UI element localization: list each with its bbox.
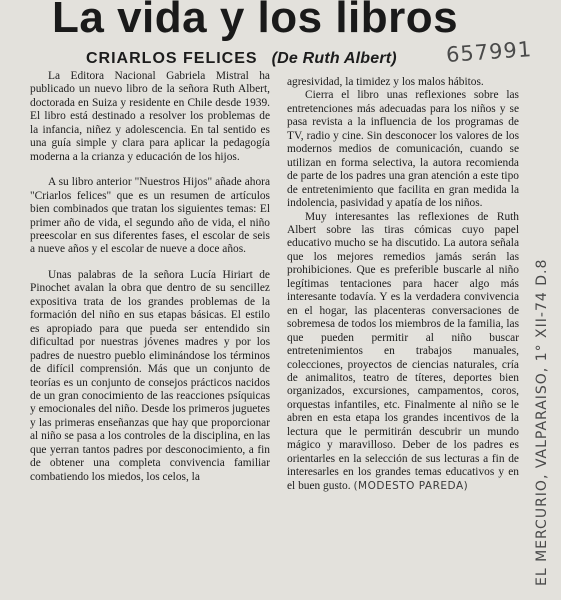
paragraph: Unas palabras de la señora Lucía Hiriart de Pinochet avalan la obra que dentro de su sencillez expositiva trata de los grandes problemas de la formación del niño en sus etapas básicas. El estilo es apropiado para que pueda ser entendido sin dificultad por nuestras jóvenes madres y por los padres de nuestro pueblo eliminándose los términos de difícil comprensión. Más que un conjunto de teorías es un conjunto de consejos prácticos nacidos de un gran conocimiento de las reacciones psíquicas y emocionales del niño. Desde los primeros juguetes y las primeras enseñanzas que hay que proporcionar al niño se pasa a los controles de la disciplina, en las que yerran tantos padres por desconocimiento, a fin de obtener una completa convivencia familiar combatiendo los miedos, los celos, la: [30, 268, 270, 483]
paragraph: agresividad, la timidez y los malos hábitos.: [287, 76, 484, 88]
paragraph: [287, 211, 519, 494]
paragraph: Cierra el libro unas reflexiones sobre las entretenciones más adecuadas para los niños y se pasa revista a la influencia de los programas de TV, radio y cine. Sin desconocer los valores de los modernos medios de comunicación, cuando se utilizan en forma selectiva, la autora recomienda de parte de los padres una gran atención a este tipo de entretenimiento que facilita en gran medida la indolencia, pasividad y apatía de los niños.: [287, 89, 519, 210]
right-column: [287, 76, 519, 493]
paragraph: La Editora Nacional Gabriela Mistral ha publicado un nuevo libro de la señora Ruth Albert, doctorada en Suiza y residente en Chile desde 1939. El libro está destinado a resolver los problemas de la infancia, niñez y adolescencia. En tal sentido es una guía simple y clara para aplicar la pedagogía moderna a la crianza y educación de los hijos.: [30, 70, 270, 163]
handwritten-number: 657991: [445, 37, 533, 67]
handwritten-signature: (MODESTO PAREDA): [353, 479, 469, 492]
article-title: CRIARLOS FELICES: [86, 50, 258, 67]
paragraph-text: Muy interesantes las reflexiones de Ruth Albert sobre las tiras cómicas cuyo papel educativo mucho se ha discutido. La autora señala que los mejores remedios jamás serán las prohibiciones. Que es preferible buscarle al niño legítimas tentaciones para hacer algo más interesante todavía. Y es la verdadera convivencia en el hogar, las placenteras conversaciones de sobremesa de todos los miembros de la familia, las que pueden permitir al niño buscar entretenimientos en trabajos manuales, colecciones, proyectos de ciencias naturales, cría de animalitos, teatro de títeres, deportes bien organizados, excursiones, campamentos, coros, orquestas infantiles, etc. Finalmente al niño se le abren en esta etapa los grandes incentivos de la lectura que le permitirán descubrir un mundo mágico y maravilloso. Deber de los padres es orientarles en la selección de sus lecturas a fin de interesarles en los grandes temas educativos y en el buen gusto.: [287, 210, 519, 492]
paragraph: A su libro anterior "Nuestros Hijos" añade ahora "Criarlos felices" que es un resumen de artículos bien combinados que tratan los siguientes temas: El primer año de vida, el segundo año de vida, el niño preescolar en sus diferentes fases, el escolar de seis a nueve años y el escolar de nueve a doce años.: [30, 176, 270, 256]
left-column: [30, 70, 270, 484]
headline: La vida y los libros: [52, 0, 459, 42]
handwritten-source-note: EL MERCURIO, VALPARAISO, 1° XII-74 D.8: [534, 258, 550, 586]
subheading: [86, 50, 397, 68]
author-credit: (De Ruth Albert): [271, 50, 397, 67]
